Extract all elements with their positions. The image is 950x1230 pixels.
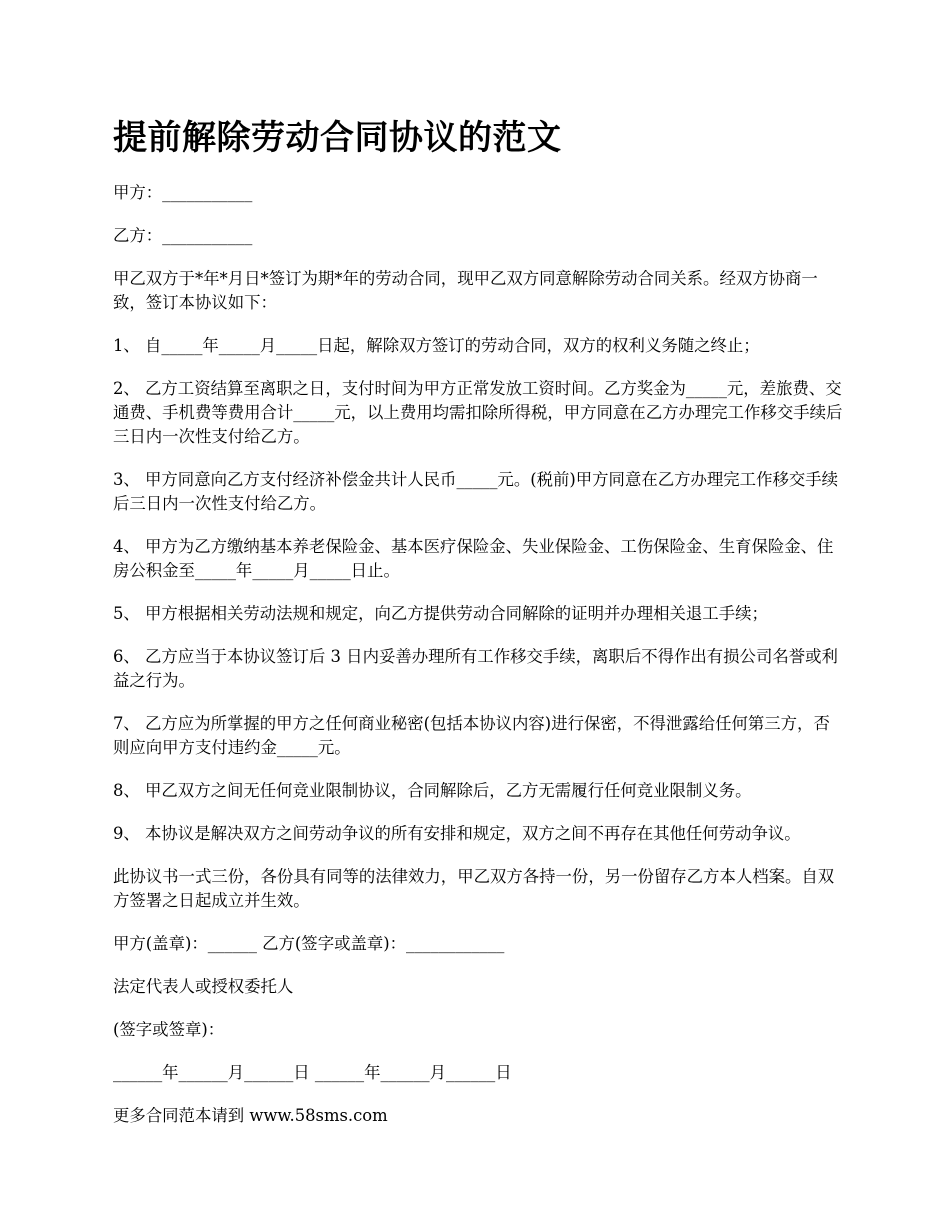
party-b-line: 乙方：___________ bbox=[113, 226, 253, 245]
sign-or-seal-line: (签字或签章)： bbox=[113, 1020, 225, 1039]
representative-line: 法定代表人或授权委托人 bbox=[113, 977, 294, 996]
party-a-line: 甲方：___________ bbox=[113, 183, 253, 202]
clause-5: 5、 甲方根据相关劳动法规和规定，向乙方提供劳动合同解除的证明并办理相关退工手续； bbox=[113, 604, 768, 623]
clause-7: 7、 乙方应为所掌握的甲方之任何商业秘密(包括本协议内容)进行保密，不得泄露给任何第三方，否则应向甲方支付违约金_____元。 bbox=[113, 714, 830, 757]
clause-6: 6、 乙方应当于本协议签订后 3 日内妥善办理所有工作移交手续，离职后不得作出有损公司名誉或利益之行为。 bbox=[113, 647, 838, 690]
clause-3: 3、 甲方同意向乙方支付经济补偿金共计人民币_____元。(税前)甲方同意在乙方办理完工作移交手续后三日内一次性支付给乙方。 bbox=[113, 470, 839, 513]
document-page bbox=[113, 110, 843, 1147]
date-line: ______年______月______日 ______年______月______日 bbox=[113, 1063, 512, 1082]
clause-2: 2、 乙方工资结算至离职之日，支付时间为甲方正常发放工资时间。乙方奖金为_____元，差旅费、交通费、手机费等费用合计_____元，以上费用均需扣除所得税，甲方同意在乙方办理完工作移交手续后三日内一次性支付给乙方。 bbox=[113, 379, 843, 446]
clause-8: 8、 甲乙双方之间无任何竞业限制协议，合同解除后，乙方无需履行任何竞业限制义务。 bbox=[113, 781, 752, 800]
footer-link-text: 更多合同范本请到 www.58sms.com bbox=[113, 1106, 388, 1125]
clause-1: 1、 自_____年_____月_____日起，解除双方签订的劳动合同，双方的权利义务随之终止； bbox=[113, 336, 760, 355]
intro-paragraph: 甲乙双方于*年*月日*签订为期*年的劳动合同，现甲乙双方同意解除劳动合同关系。经双方协商一致，签订本协议如下： bbox=[113, 269, 818, 312]
clause-9: 9、 本协议是解决双方之间劳动争议的所有安排和规定，双方之间不再存在其他任何劳动争议。 bbox=[113, 824, 801, 843]
signature-line: 甲方(盖章)：______ 乙方(签字或盖章)：____________ bbox=[113, 934, 505, 953]
clause-4: 4、 甲方为乙方缴纳基本养老保险金、基本医疗保险金、失业保险金、工伤保险金、生育保险金、住房公积金至_____年_____月_____日止。 bbox=[113, 537, 834, 580]
copies-paragraph: 此协议书一式三份，各份具有同等的法律效力，甲乙双方各持一份，另一份留存乙方本人档案。自双方签署之日起成立并生效。 bbox=[113, 867, 835, 910]
document-title: 提前解除劳动合同协议的范文 bbox=[113, 118, 562, 158]
